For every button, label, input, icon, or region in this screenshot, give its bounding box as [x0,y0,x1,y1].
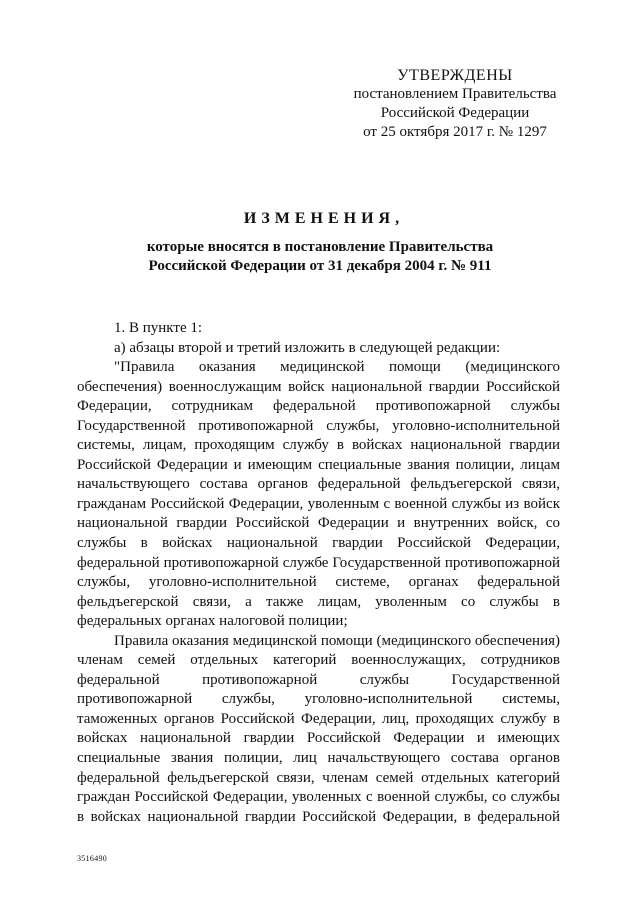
document-subtitle [0,238,640,276]
paragraph-subitem-a: а) абзацы второй и третий изложить в следующей редакции: [114,339,501,356]
document-body [77,319,560,827]
approval-line-1: постановлением Правительства [353,86,557,102]
document-heading [0,210,640,276]
document-number: 3516490 [77,854,108,863]
approval-date-number: от 25 октября 2017 г. № 1297 [363,124,547,140]
document-title: ИЗМЕНЕНИЯ, [243,210,405,227]
subtitle-line-1: которые вносятся в постановление Правительства [146,239,494,255]
approval-line-2: Российской Федерации [380,105,530,121]
paragraph-rules-military: "Правила оказания медицинской помощи (медицинского обеспечения) военнослужащим войск национальной гвардии Российской Федерации, сотрудникам федеральной противопожарной службы Государственной противопожарной службы, уголовно-исполнительной системы, лицам, проходящим службу в войсках национальной гвардии Российской Федерации и имеющим специальные звания полиции, лицам начальствующего состава органов федеральной фельдъегерской связи, гражданам Российской Федерации, уволенным с военной службы из войск национальной гвардии Российской Федерации и внутренних войск, со службы в войсках национальной гвардии Российской Федерации, федеральной противопожарной службе Государственной противопожарной службы, уголовно-исполнительной системе, органах федеральной фельдъегерской связи, а также лицам, уволенным со службы в федеральных органах налоговой полиции; [77,359,560,630]
paragraph-rules-families: Правила оказания медицинской помощи (медицинского обеспечения) членам семей отдельных категорий военнослужащих, сотрудников федеральной противопожарной службы Государственной противопожарной службы, уголовно-исполнительной системы, таможенных органов Российской Федерации, лиц, проходящих службу в войсках национальной гвардии Российской Федерации и имеющих специальные звания полиции, лиц начальствующего состава органов федеральной фельдъегерской связи, членам семей отдельных категорий граждан Российской Федерации, уволенных с военной службы, со службы в войсках национальной гвардии Российской Федерации, в федеральной [77,632,560,825]
subtitle-line-2: Российской Федерации от 31 декабря 2004 г. № 911 [148,258,492,274]
approval-stamp: УТВЕРЖДЕНЫ [397,67,513,84]
approval-block [330,66,580,142]
paragraph-item-1: 1. В пункте 1: [114,320,203,336]
